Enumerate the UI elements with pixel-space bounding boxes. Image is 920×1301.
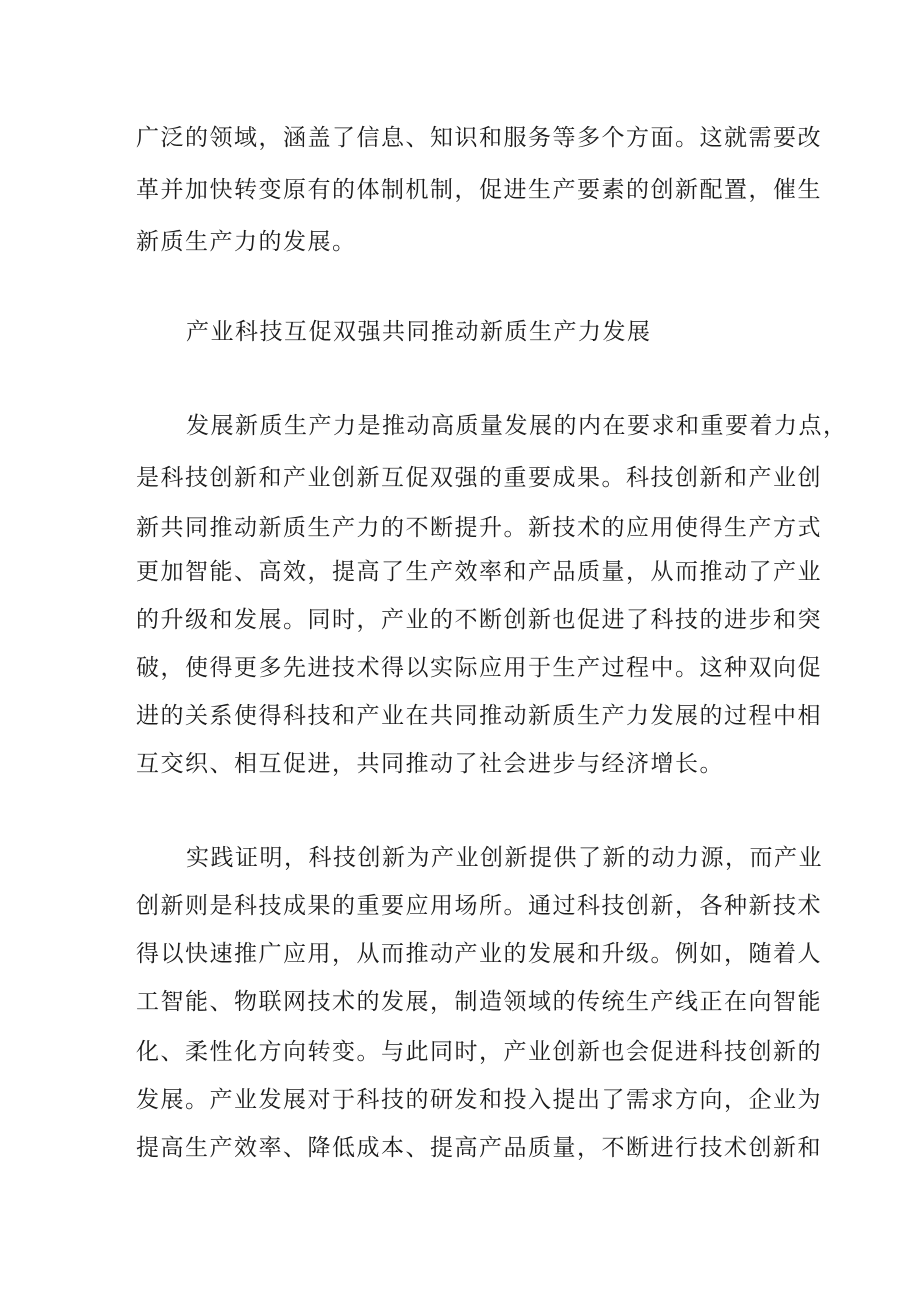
text-line: 得以快速推广应用，从而推动产业的发展和升级。例如，随着人 bbox=[136, 941, 822, 967]
text-line: 发展。产业发展对于科技的研发和投入提出了需求方向，企业为 bbox=[136, 1087, 822, 1113]
text-line: 是科技创新和产业创新互促双强的重要成果。科技创新和产业创 bbox=[136, 465, 822, 491]
text-line: 提高生产效率、降低成本、提高产品质量，不断进行技术创新和 bbox=[136, 1135, 822, 1161]
text-line: 新质生产力的发展。 bbox=[136, 229, 357, 255]
section-heading: 产业科技互促双强共同推动新质生产力发展 bbox=[186, 319, 652, 345]
text-line: 创新则是科技成果的重要应用场所。通过科技创新，各种新技术 bbox=[136, 893, 822, 919]
text-line: 实践证明，科技创新为产业创新提供了新的动力源，而产业 bbox=[186, 845, 823, 871]
text-line: 的升级和发展。同时，产业的不断创新也促进了科技的进步和突 bbox=[136, 607, 822, 633]
text-line: 工智能、物联网技术的发展，制造领域的传统生产线正在向智能 bbox=[136, 989, 822, 1015]
text-line: 广泛的领域，涵盖了信息、知识和服务等多个方面。这就需要改 bbox=[136, 125, 822, 151]
text-line: 新共同推动新质生产力的不断提升。新技术的应用使得生产方式 bbox=[136, 515, 822, 541]
text-line: 革并加快转变原有的体制机制，促进生产要素的创新配置，催生 bbox=[136, 177, 822, 203]
text-line: 发展新质生产力是推动高质量发展的内在要求和重要着力点， bbox=[186, 413, 848, 439]
text-line: 破，使得更多先进技术得以实际应用于生产过程中。这种双向促 bbox=[136, 655, 822, 681]
text-line: 进的关系使得科技和产业在共同推动新质生产力发展的过程中相 bbox=[136, 703, 822, 729]
text-line: 互交织、相互促进，共同推动了社会进步与经济增长。 bbox=[136, 751, 724, 777]
text-line: 更加智能、高效，提高了生产效率和产品质量，从而推动了产业 bbox=[136, 559, 822, 585]
text-line: 化、柔性化方向转变。与此同时，产业创新也会促进科技创新的 bbox=[136, 1039, 822, 1065]
